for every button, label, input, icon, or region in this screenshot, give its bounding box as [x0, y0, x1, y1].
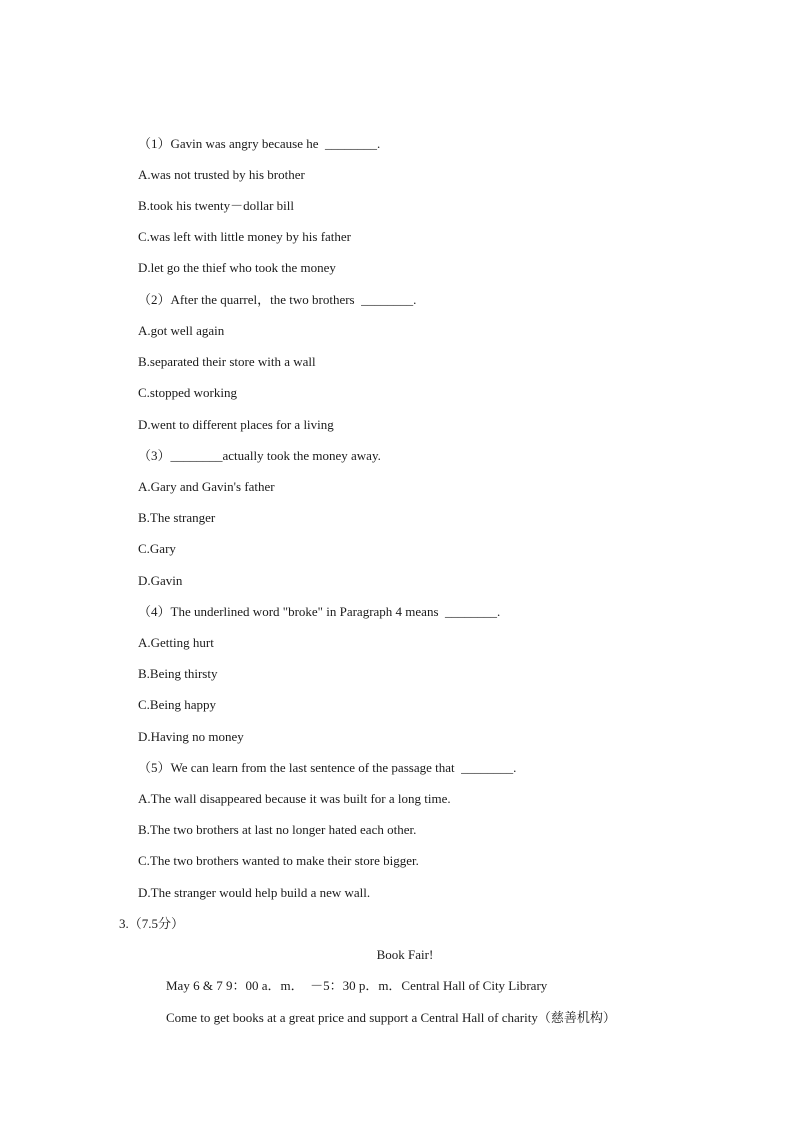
question-2-option-d: D.went to different places for a living: [138, 417, 334, 432]
question-1-stem: （1）Gavin was angry because he ________.: [138, 136, 381, 151]
question-5-stem: （5）We can learn from the last sentence of the passage that ________.: [138, 760, 517, 775]
question-3-option-d: D.Gavin: [138, 573, 183, 588]
question-4-option-c: C.Being happy: [138, 697, 216, 712]
question-1-option-b: B.took his twenty－dollar bill: [138, 198, 294, 213]
question-4-option-d: D.Having no money: [138, 729, 244, 744]
question-5-option-b: B.The two brothers at last no longer hated each other.: [138, 822, 417, 837]
question-2-option-a: A.got well again: [138, 323, 225, 338]
question-1-option-d: D.let go the thief who took the money: [138, 260, 336, 275]
question-1-option-c: C.was left with little money by his father: [138, 229, 352, 244]
question-3-stem: （3）________actually took the money away.: [138, 448, 381, 463]
question-5-option-c: C.The two brothers wanted to make their store bigger.: [138, 853, 419, 868]
question-3-option-b: B.The stranger: [138, 510, 216, 525]
question-5-option-a: A.The wall disappeared because it was built for a long time.: [138, 791, 451, 806]
question-2-option-b: B.separated their store with a wall: [138, 354, 316, 369]
question-4-stem: （4）The underlined word "broke" in Paragraph 4 means ________.: [138, 604, 501, 619]
question-5-option-d: D.The stranger would help build a new wall.: [138, 885, 371, 900]
question-1-option-a: A.was not trusted by his brother: [138, 167, 305, 182]
question-4-option-b: B.Being thirsty: [138, 666, 218, 681]
book-fair-description: Come to get books at a great price and support a Central Hall of charity（慈善机构）: [166, 1010, 616, 1025]
question-2-stem: （2）After the quarrel，the two brothers ________.: [138, 292, 417, 307]
section-3-number: 3.（7.5分）: [119, 916, 185, 931]
question-3-option-c: C.Gary: [138, 541, 176, 556]
question-3-option-a: A.Gary and Gavin's father: [138, 479, 275, 494]
question-4-option-a: A.Getting hurt: [138, 635, 214, 650]
book-fair-title: Book Fair!: [376, 947, 434, 962]
question-2-option-c: C.stopped working: [138, 385, 237, 400]
book-fair-date-line: May 6 & 7 9：00 a．m． －5：30 p．m．Central Hall of City Library: [166, 978, 548, 993]
